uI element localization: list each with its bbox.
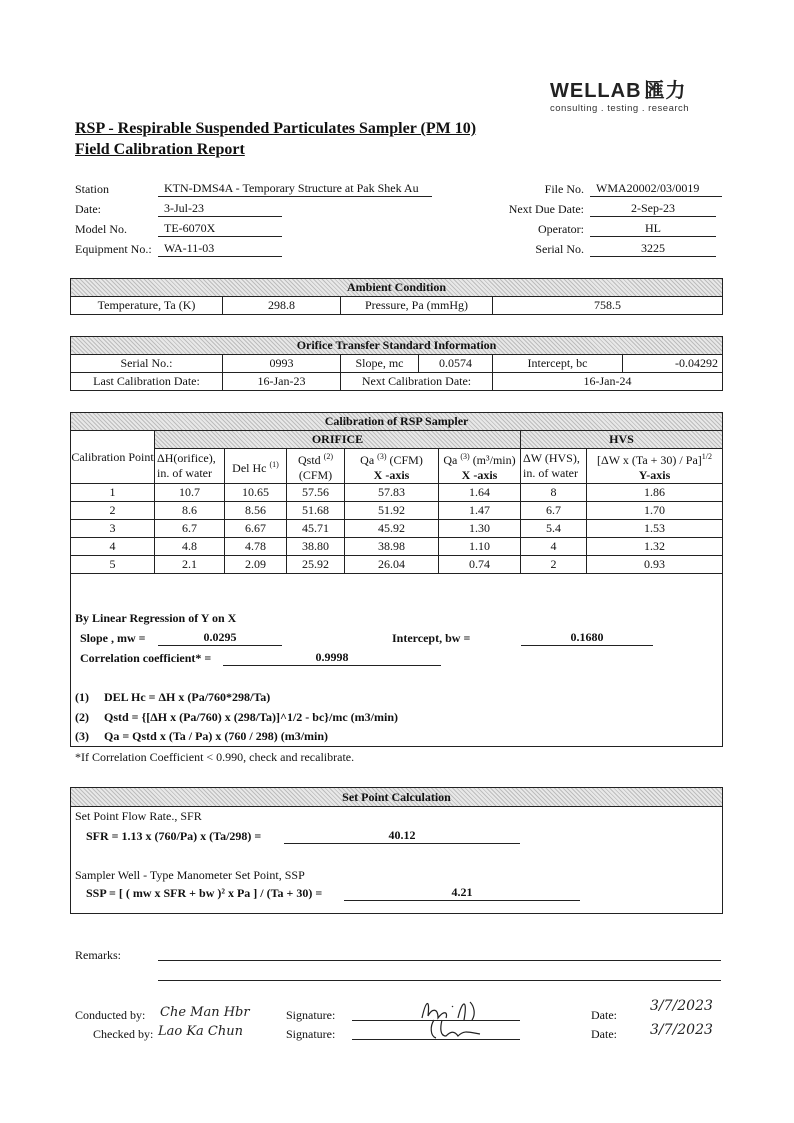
col-delhc-sup: (1) xyxy=(269,459,279,469)
formula-3: Qa = Qstd x (Ta / Pa) x (760 / 298) (m3/min) xyxy=(104,729,329,743)
remarks-line-1 xyxy=(158,960,721,961)
col-qstd-unit: (CFM) xyxy=(298,468,333,482)
calibration-table xyxy=(70,412,723,574)
next-cal-value: 16-Jan-24 xyxy=(493,373,723,391)
sfr-formula: SFR = 1.13 x (760/Pa) x (Ta/298) = xyxy=(86,829,262,843)
formula-1: DEL Hc = ΔH x (Pa/760*298/Ta) xyxy=(104,690,271,704)
cell-dw: 4 xyxy=(521,538,587,556)
ssp-heading: Sampler Well - Type Manometer Set Point, SSP xyxy=(75,868,305,882)
cell-point: 4 xyxy=(71,538,155,556)
col-qstd-sup: (2) xyxy=(323,452,333,461)
col-y xyxy=(587,449,723,484)
recalibrate-note: *If Correlation Coefficient < 0.990, check and recalibrate. xyxy=(75,750,355,764)
logo-tagline: consulting . testing . research xyxy=(550,103,690,114)
cell-delhc: 4.78 xyxy=(225,538,287,556)
cell-point: 1 xyxy=(71,484,155,502)
cell-dh: 8.6 xyxy=(155,502,225,520)
equipment-value: WA-11-03 xyxy=(158,241,282,257)
orifice-serial-label: Serial No.: xyxy=(71,355,223,373)
serial-value: 3225 xyxy=(590,241,716,257)
date-label-2: Date: xyxy=(591,1027,617,1041)
cell-qa-m3: 1.30 xyxy=(439,520,521,538)
remarks-line-2 xyxy=(158,980,721,981)
model-value: TE-6070X xyxy=(158,221,282,237)
cell-qa-cfm: 38.98 xyxy=(345,538,439,556)
sfr-heading: Set Point Flow Rate., SFR xyxy=(75,809,202,823)
cell-qstd: 25.92 xyxy=(287,556,345,574)
col-dh-text: ΔH(orifice), in. of water xyxy=(157,451,216,480)
cell-qstd: 38.80 xyxy=(287,538,345,556)
checked-label: Checked by: xyxy=(93,1027,154,1041)
col-qstd xyxy=(287,449,345,484)
col-y-exp: 1/2 xyxy=(701,452,712,461)
col-qa-m3 xyxy=(439,449,521,484)
col-qa-m3-text: Qa xyxy=(443,453,458,467)
col-qa-m3-sup: (3) xyxy=(460,452,470,461)
corr-value: 0.9998 xyxy=(223,650,441,666)
formula-3-num: (3) xyxy=(75,729,89,743)
next-due-value: 2-Sep-23 xyxy=(590,201,716,217)
cell-qa-m3: 1.10 xyxy=(439,538,521,556)
station-value: KTN-DMS4A - Temporary Structure at Pak Shek Au xyxy=(158,181,432,197)
intercept-bc-value: -0.04292 xyxy=(623,355,723,373)
cell-delhc: 8.56 xyxy=(225,502,287,520)
cell-y: 1.70 xyxy=(587,502,723,520)
pressure-label: Pressure, Pa (mmHg) xyxy=(341,297,493,315)
temp-label: Temperature, Ta (K) xyxy=(71,297,223,315)
col-dh xyxy=(155,449,225,484)
orifice-std-table xyxy=(70,336,723,391)
point-header: Calibration Point xyxy=(71,431,155,484)
last-cal-label: Last Calibration Date: xyxy=(71,373,223,391)
operator-value: HL xyxy=(590,221,716,237)
cell-qa-cfm: 57.83 xyxy=(345,484,439,502)
equipment-label: Equipment No.: xyxy=(75,242,152,256)
date-value: 3-Jul-23 xyxy=(158,201,282,217)
slope-mw-value: 0.0295 xyxy=(158,630,282,646)
cell-dw: 6.7 xyxy=(521,502,587,520)
station-label: Station xyxy=(75,182,110,196)
date-label: Date: xyxy=(75,202,101,216)
table-row xyxy=(71,502,723,520)
cell-qa-cfm: 51.92 xyxy=(345,502,439,520)
col-qa-cfm-sup: (3) xyxy=(377,452,387,461)
cell-dh: 2.1 xyxy=(155,556,225,574)
report-title xyxy=(75,118,476,160)
cell-dw: 8 xyxy=(521,484,587,502)
cell-qa-m3: 1.47 xyxy=(439,502,521,520)
table-row xyxy=(71,484,723,502)
sfr-value: 40.12 xyxy=(284,828,520,844)
last-cal-value: 16-Jan-23 xyxy=(223,373,341,391)
col-y-axis: Y-axis xyxy=(638,468,671,482)
checked-signature-name: Lao Ka Chun xyxy=(158,1024,244,1039)
intercept-bw-value: 0.1680 xyxy=(521,630,653,646)
col-dw xyxy=(521,449,587,484)
file-label: File No. xyxy=(544,182,584,196)
conducted-label: Conducted by: xyxy=(75,1008,146,1022)
ssp-value: 4.21 xyxy=(344,885,580,901)
cell-dw: 5.4 xyxy=(521,520,587,538)
col-qa-m3-unit: (m³/min) xyxy=(472,453,516,467)
cell-dh: 4.8 xyxy=(155,538,225,556)
cell-point: 5 xyxy=(71,556,155,574)
orifice-std-title: Orifice Transfer Standard Information xyxy=(71,337,723,355)
file-value: WMA20002/03/0019 xyxy=(590,181,722,197)
operator-label: Operator: xyxy=(538,222,584,236)
intercept-bc-label: Intercept, bc xyxy=(493,355,623,373)
logo-name: WELLAB xyxy=(550,80,642,102)
cell-y: 1.53 xyxy=(587,520,723,538)
table-row xyxy=(71,556,723,574)
orifice-serial-value: 0993 xyxy=(223,355,341,373)
setpoint-title: Set Point Calculation xyxy=(71,788,722,807)
next-cal-label: Next Calibration Date: xyxy=(341,373,493,391)
col-qa-cfm xyxy=(345,449,439,484)
cell-qa-cfm: 26.04 xyxy=(345,556,439,574)
cell-y: 0.93 xyxy=(587,556,723,574)
ssp-formula: SSP = [ ( mw x SFR + bw )² x Pa ] / (Ta + 30) = xyxy=(86,886,323,900)
table-row xyxy=(71,538,723,556)
corr-label: Correlation coefficient* = xyxy=(80,651,212,665)
serial-label: Serial No. xyxy=(535,242,584,256)
col-dw-text: ΔW (HVS), in. of water xyxy=(523,451,580,480)
signature-label-1: Signature: xyxy=(286,1008,336,1022)
next-due-label: Next Due Date: xyxy=(508,202,584,216)
cell-point: 3 xyxy=(71,520,155,538)
col-qa-cfm-unit: (CFM) xyxy=(389,453,423,467)
cell-dw: 2 xyxy=(521,556,587,574)
cell-dh: 6.7 xyxy=(155,520,225,538)
col-qa-cfm-axis: X -axis xyxy=(373,468,410,482)
col-qstd-text: Qstd xyxy=(298,453,321,467)
formula-1-num: (1) xyxy=(75,690,89,704)
remarks-label: Remarks: xyxy=(75,948,121,962)
cell-delhc: 10.65 xyxy=(225,484,287,502)
date-value-2: 3/7/2023 xyxy=(650,1022,713,1038)
cell-delhc: 2.09 xyxy=(225,556,287,574)
model-label: Model No. xyxy=(75,222,127,236)
cell-qa-cfm: 45.92 xyxy=(345,520,439,538)
cell-delhc: 6.67 xyxy=(225,520,287,538)
calibration-title: Calibration of RSP Sampler xyxy=(71,413,723,431)
report-title-line1: RSP - Respirable Suspended Particulates Sampler (PM 10) xyxy=(75,120,477,137)
cell-dh: 10.7 xyxy=(155,484,225,502)
pressure-value: 758.5 xyxy=(493,297,723,315)
report-title-line2: Field Calibration Report xyxy=(75,141,245,158)
company-logo xyxy=(550,74,720,114)
cell-qa-m3: 1.64 xyxy=(439,484,521,502)
date-label-1: Date: xyxy=(591,1008,617,1022)
slope-mw-label: Slope , mw = xyxy=(80,631,146,645)
cell-qstd: 45.71 xyxy=(287,520,345,538)
cell-qstd: 51.68 xyxy=(287,502,345,520)
ambient-table xyxy=(70,278,723,315)
cell-qa-m3: 0.74 xyxy=(439,556,521,574)
orifice-header: ORIFICE xyxy=(155,431,521,449)
ambient-title: Ambient Condition xyxy=(71,279,723,297)
col-delhc-text: Del Hc xyxy=(232,460,267,475)
cell-point: 2 xyxy=(71,502,155,520)
regression-heading: By Linear Regression of Y on X xyxy=(75,611,237,625)
hvs-header: HVS xyxy=(521,431,723,449)
formula-2-num: (2) xyxy=(75,710,89,724)
col-qa-cfm-text: Qa xyxy=(360,453,375,467)
signature-2 xyxy=(428,1016,488,1040)
signature-label-2: Signature: xyxy=(286,1027,336,1041)
cell-qstd: 57.56 xyxy=(287,484,345,502)
table-row xyxy=(71,520,723,538)
temp-value: 298.8 xyxy=(223,297,341,315)
slope-mc-value: 0.0574 xyxy=(419,355,493,373)
date-value-1: 3/7/2023 xyxy=(650,998,713,1014)
conducted-signature-name: Che Man Hbr xyxy=(160,1005,250,1020)
cell-y: 1.86 xyxy=(587,484,723,502)
intercept-bw-label: Intercept, bw = xyxy=(392,631,471,645)
col-delhc xyxy=(225,449,287,484)
col-qa-m3-axis: X -axis xyxy=(461,468,498,482)
slope-mc-label: Slope, mc xyxy=(341,355,419,373)
logo-chinese: 匯力 xyxy=(644,80,687,102)
col-y-text: [ΔW x (Ta + 30) / Pa] xyxy=(597,453,702,467)
formula-2: Qstd = {[ΔH x (Pa/760) x (298/Ta)]^1/2 - bc}/mc (m3/min) xyxy=(104,710,398,724)
cell-y: 1.32 xyxy=(587,538,723,556)
